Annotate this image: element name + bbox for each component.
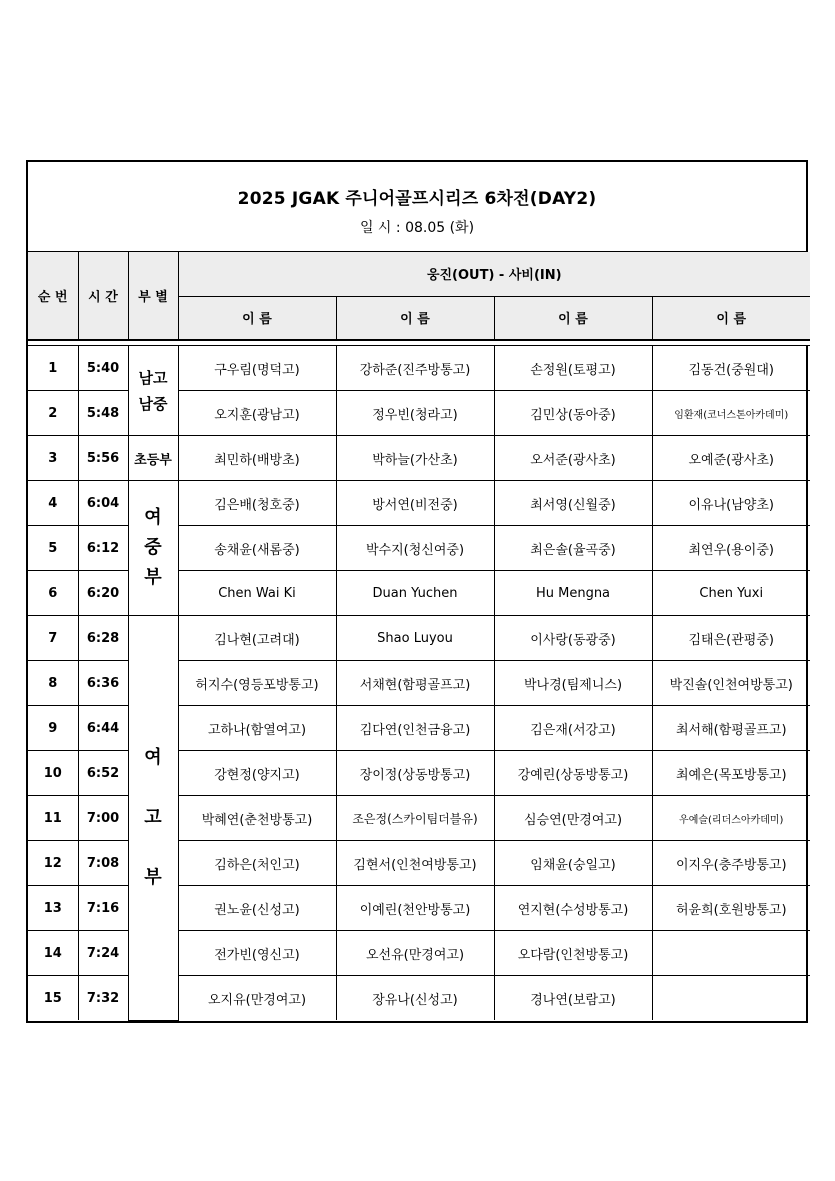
division-char: 중	[144, 537, 162, 558]
row-number: 15	[28, 976, 78, 1021]
player-cell: 심승연(만경여고)	[494, 796, 652, 841]
player-cell: 박수지(청신여중)	[336, 526, 494, 571]
tee-time: 7:32	[78, 976, 128, 1021]
player-cell: 이유나(남양초)	[652, 481, 810, 526]
player-cell: 박하늘(가산초)	[336, 436, 494, 481]
player-cell: 임채윤(숭일고)	[494, 841, 652, 886]
row-number: 13	[28, 886, 78, 931]
player-cell: 연지현(수성방통고)	[494, 886, 652, 931]
division-char: 부	[144, 866, 162, 888]
player-cell: 김동건(중원대)	[652, 346, 810, 391]
player-cell: 우예슬(리더스아카데미)	[652, 796, 810, 841]
player-cell: 서채현(함평골프고)	[336, 661, 494, 706]
player-cell: 허윤희(호원방통고)	[652, 886, 810, 931]
division-char: 여	[144, 507, 162, 528]
tee-time-sheet	[26, 160, 808, 1023]
player-cell: 김은배(청호중)	[178, 481, 336, 526]
row-number: 5	[28, 526, 78, 571]
header-name-4: 이 름	[652, 296, 810, 340]
player-cell: 이예린(천안방통고)	[336, 886, 494, 931]
table-row	[28, 346, 810, 391]
player-cell: 박나경(팀제니스)	[494, 661, 652, 706]
division-boys-high: 남고	[138, 368, 168, 387]
tee-time: 5:40	[78, 346, 128, 391]
player-cell-empty	[652, 931, 810, 976]
row-number: 11	[28, 796, 78, 841]
player-cell: 김다연(인천금융고)	[336, 706, 494, 751]
row-number: 7	[28, 616, 78, 661]
player-cell: 최민하(배방초)	[178, 436, 336, 481]
tee-time: 7:00	[78, 796, 128, 841]
row-number: 6	[28, 571, 78, 616]
player-cell: 오서준(광사초)	[494, 436, 652, 481]
player-cell-empty	[652, 976, 810, 1021]
player-cell: 고하나(함열여고)	[178, 706, 336, 751]
player-cell: 김태은(관평중)	[652, 616, 810, 661]
player-cell: Chen Yuxi	[652, 571, 810, 616]
division-char: 고	[144, 806, 162, 828]
tee-time: 5:48	[78, 391, 128, 436]
title-block	[28, 162, 806, 252]
player-cell: 김현서(인천여방통고)	[336, 841, 494, 886]
player-cell: 권노윤(신성고)	[178, 886, 336, 931]
player-cell: Chen Wai Ki	[178, 571, 336, 616]
division-girls-middle	[128, 481, 178, 616]
player-cell: 강현정(양지고)	[178, 751, 336, 796]
player-cell: 이사랑(동광중)	[494, 616, 652, 661]
division-girls-high	[128, 616, 178, 1021]
player-cell: 김나현(고려대)	[178, 616, 336, 661]
player-cell: 허지수(영등포방통고)	[178, 661, 336, 706]
tee-time: 6:52	[78, 751, 128, 796]
division-char: 부	[144, 567, 162, 588]
player-cell: 이지우(충주방통고)	[652, 841, 810, 886]
row-number: 8	[28, 661, 78, 706]
player-cell: 정우빈(청라고)	[336, 391, 494, 436]
header-division: 부 별	[128, 252, 178, 340]
player-cell: 오지훈(광남고)	[178, 391, 336, 436]
header-order: 순 번	[28, 252, 78, 340]
player-cell: 최예은(목포방통고)	[652, 751, 810, 796]
player-cell: 장이정(상동방통고)	[336, 751, 494, 796]
player-cell: 최연우(용이중)	[652, 526, 810, 571]
player-cell: 조은정(스카이팀더블유)	[336, 796, 494, 841]
header-name-1: 이 름	[178, 296, 336, 340]
tee-time: 6:20	[78, 571, 128, 616]
player-cell: 최서영(신월중)	[494, 481, 652, 526]
tee-time: 7:24	[78, 931, 128, 976]
header-time: 시 간	[78, 252, 128, 340]
row-number: 1	[28, 346, 78, 391]
player-cell: Shao Luyou	[336, 616, 494, 661]
tee-time: 7:08	[78, 841, 128, 886]
row-number: 2	[28, 391, 78, 436]
row-number: 10	[28, 751, 78, 796]
tee-time: 6:28	[78, 616, 128, 661]
header-course: 웅진(OUT) - 사비(IN)	[178, 252, 810, 296]
player-cell: 오예준(광사초)	[652, 436, 810, 481]
event-date: 일 시 : 08.05 (화)	[359, 220, 475, 236]
player-cell: 구우림(명덕고)	[178, 346, 336, 391]
tee-time-table	[28, 252, 810, 1021]
division-char: 여	[144, 746, 162, 768]
player-cell: 오지유(만경여고)	[178, 976, 336, 1021]
player-cell: Duan Yuchen	[336, 571, 494, 616]
player-cell: 김하은(처인고)	[178, 841, 336, 886]
row-number: 3	[28, 436, 78, 481]
player-cell: 박혜연(춘천방통고)	[178, 796, 336, 841]
player-cell: Hu Mengna	[494, 571, 652, 616]
division-elementary: 초등부	[128, 436, 178, 481]
division-boys-middle: 남중	[138, 394, 168, 413]
sheet-title: 2025 JGAK 주니어골프시리즈 6차전(DAY2)	[237, 189, 597, 209]
header-name-2: 이 름	[336, 296, 494, 340]
tee-time: 5:56	[78, 436, 128, 481]
player-cell: 최은솔(율곡중)	[494, 526, 652, 571]
tee-time: 6:44	[78, 706, 128, 751]
row-number: 9	[28, 706, 78, 751]
player-cell: 손정원(토평고)	[494, 346, 652, 391]
player-cell: 전가빈(영신고)	[178, 931, 336, 976]
player-cell: 오다람(인천방통고)	[494, 931, 652, 976]
row-number: 12	[28, 841, 78, 886]
player-cell: 송채윤(새롬중)	[178, 526, 336, 571]
table-row	[28, 481, 810, 526]
table-row	[28, 616, 810, 661]
player-cell: 임환재(코너스톤아카데미)	[652, 391, 810, 436]
tee-time: 7:16	[78, 886, 128, 931]
player-cell: 김민상(동아중)	[494, 391, 652, 436]
player-cell: 김은재(서강고)	[494, 706, 652, 751]
player-cell: 장유나(신성고)	[336, 976, 494, 1021]
player-cell: 경나연(보람고)	[494, 976, 652, 1021]
tee-time: 6:04	[78, 481, 128, 526]
player-cell: 방서연(비전중)	[336, 481, 494, 526]
row-number: 14	[28, 931, 78, 976]
player-cell: 강하준(진주방통고)	[336, 346, 494, 391]
player-cell: 박진솔(인천여방통고)	[652, 661, 810, 706]
tee-time: 6:36	[78, 661, 128, 706]
division-boys	[128, 346, 178, 436]
header-name-3: 이 름	[494, 296, 652, 340]
tee-time: 6:12	[78, 526, 128, 571]
player-cell: 오선유(만경여고)	[336, 931, 494, 976]
row-number: 4	[28, 481, 78, 526]
table-row	[28, 436, 810, 481]
player-cell: 강예린(상동방통고)	[494, 751, 652, 796]
player-cell: 최서해(함평골프고)	[652, 706, 810, 751]
